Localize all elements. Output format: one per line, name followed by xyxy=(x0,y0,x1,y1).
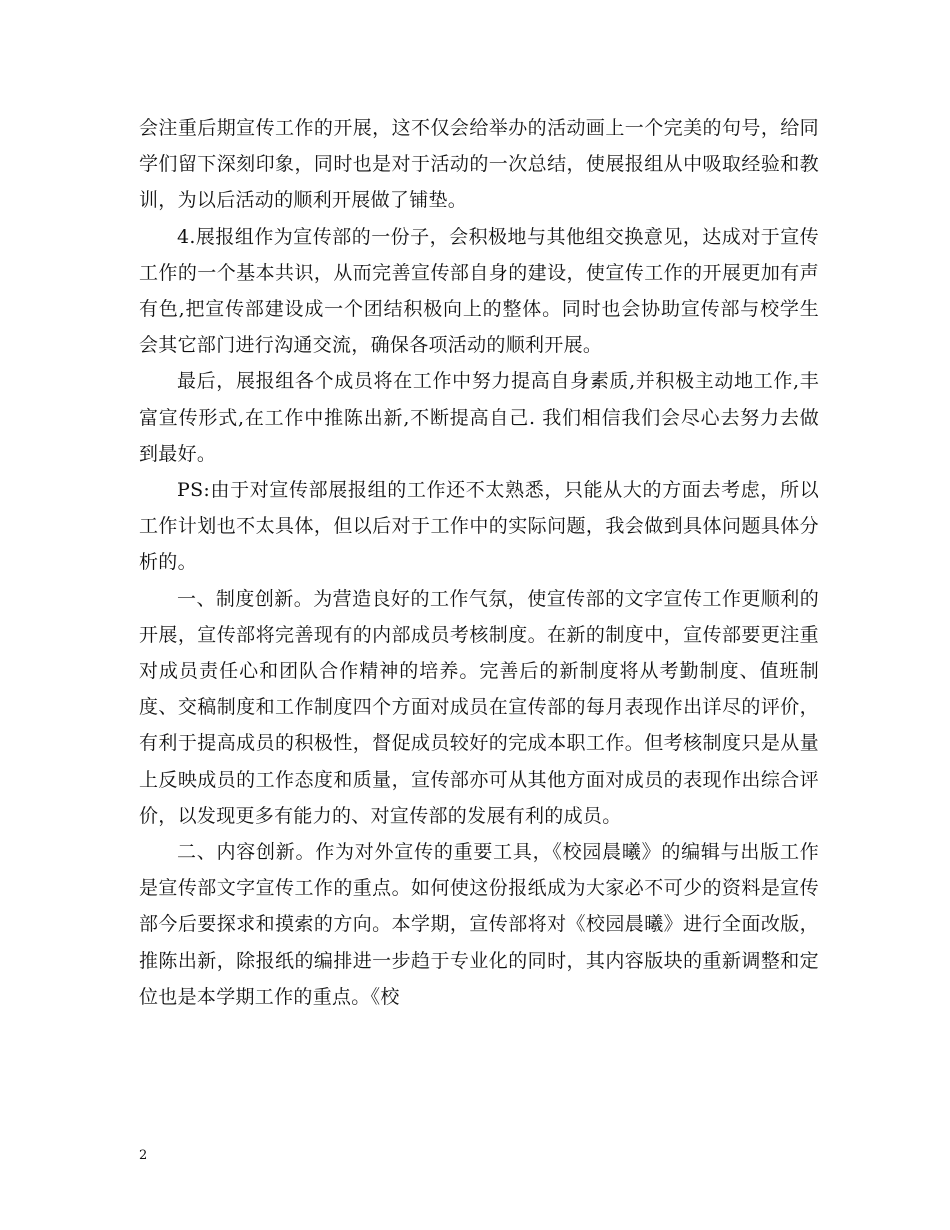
paragraph-continued: 会注重后期宣传工作的开展，这不仅会给举办的活动画上一个完美的句号，给同学们留下深刻印象，同时也是对于活动的一次总结，使展报组从中吸取经验和教训，为以后活动的顺利开展做了铺垫。 xyxy=(139,117,819,212)
page-number: 2 xyxy=(139,1148,148,1163)
paragraph-ps-note: PS:由于对宣传部展报组的工作还不太熟悉，只能从大的方面去考虑，所以工作计划也不太具体，但以后对于工作中的实际问题，我会做到具体问题具体分析的。 xyxy=(139,479,819,574)
document-body xyxy=(139,110,819,1015)
paragraph-content-innovation: 二、内容创新。作为对外宣传的重要工具，《校园晨曦》的编辑与出版工作是宣传部文字宣传工作的重点。如何使这份报纸成为大家必不可少的资料是宣传部今后要探求和摸索的方向。本学期，宣传部将对《校园晨曦》进行全面改版，推陈出新，除报纸的编排进一步趋于专业化的同时，其内容版块的重新调整和定位也是本学期工作的重点。《校 xyxy=(139,841,819,1008)
paragraph-conclusion: 最后，展报组各个成员将在工作中努力提高自身素质,并积极主动地工作,丰富宣传形式,在工作中推陈出新,不断提高自己. 我们相信我们会尽心去努力去做到最好。 xyxy=(139,370,819,465)
paragraph-system-innovation: 一、制度创新。为营造良好的工作气氛，使宣传部的文字宣传工作更顺利的开展，宣传部将完善现有的内部成员考核制度。在新的制度中，宣传部要更注重对成员责任心和团队合作精神的培养。完善后的新制度将从考勤制度、值班制度、交稿制度和工作制度四个方面对成员在宣传部的每月表现作出详尽的评价，有利于提高成员的积极性，督促成员较好的完成本职工作。但考核制度只是从量上反映成员的工作态度和质量，宣传部亦可从其他方面对成员的表现作出综合评价，以发现更多有能力的、对宣传部的发展有利的成员。 xyxy=(139,587,819,827)
paragraph-item-4: 4.展报组作为宣传部的一份子，会积极地与其他组交换意见，达成对于宣传工作的一个基本共识，从而完善宣传部自身的建设，使宣传工作的开展更加有声有色,把宣传部建设成一个团结积极向上的整体。同时也会协助宣传部与校学生会其它部门进行沟通交流，确保各项活动的顺利开展。 xyxy=(139,225,819,357)
